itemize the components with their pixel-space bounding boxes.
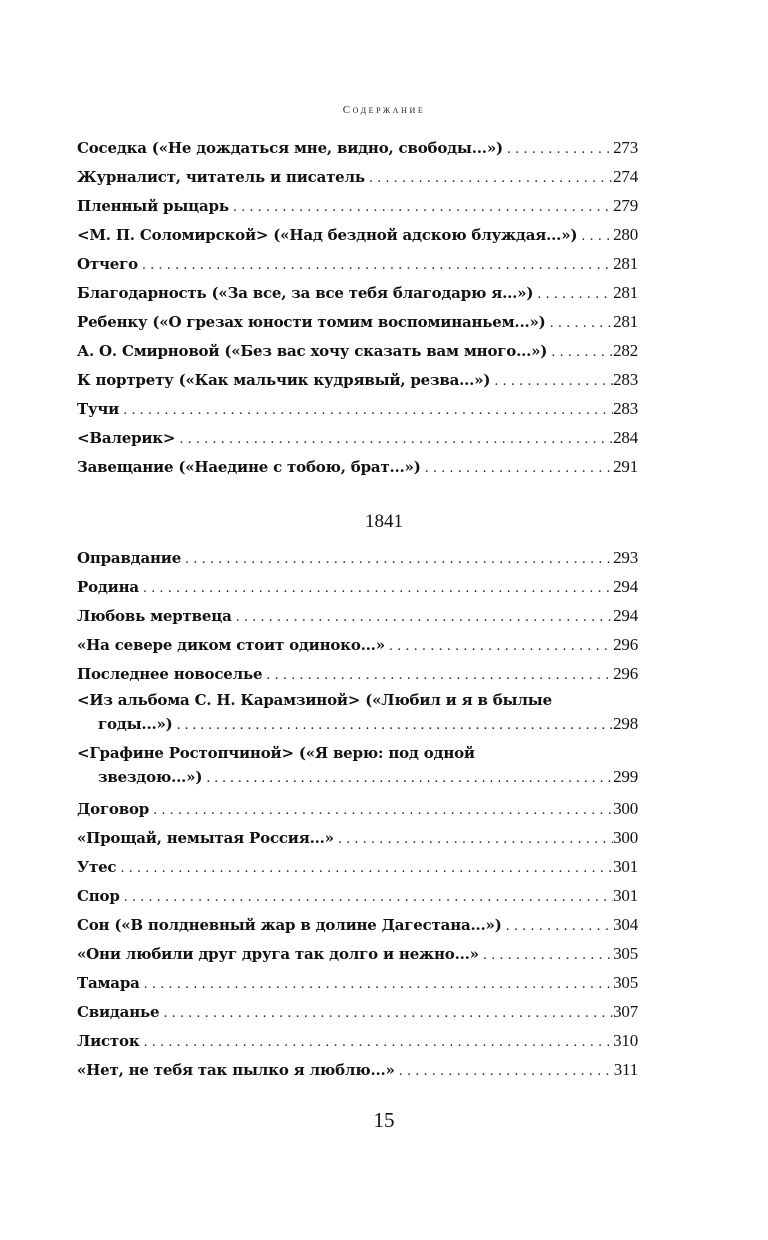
leader-dots [577,222,613,249]
entry-title: Любовь мертвеца [77,607,232,625]
page-number: 15 [373,1108,395,1132]
leader-dots [395,1057,614,1084]
entry-title: <М. П. Соломирской> («Над бездной адскою блуждая...») [77,226,578,244]
entry-title: Соседка («Не дождаться мне, видно, свободы...») [77,139,503,157]
toc-entry [77,423,638,452]
entry-page: 300 [613,828,638,847]
leader-dots [385,632,613,659]
entry-title: Сон («В полдневный жар в долине Дагестана...») [77,916,502,934]
toc-section-1 [77,133,638,481]
leader-dots [232,603,613,630]
leader-dots [149,796,613,823]
leader-dots [334,825,613,852]
toc-entry [77,162,638,191]
toc-entry-multiline [77,741,638,793]
entry-title: «На севере диком стоит одиноко...» [77,636,385,654]
entry-page: 283 [613,399,638,418]
entry-title: Ребенку («О грезах юности томим воспоминаньем...») [77,313,546,331]
leader-dots [502,912,613,939]
leader-dots [116,854,613,881]
entry-page: 284 [613,428,638,447]
entry-page: 305 [613,973,638,992]
toc-entry [77,794,638,823]
toc-entry [77,1026,638,1055]
entry-title: «Нет, не тебя так пылко я люблю...» [77,1061,395,1079]
entry-page: 296 [613,664,638,683]
entry-page: 301 [613,857,638,876]
entry-title: А. О. Смирновой («Без вас хочу сказать вам много...») [77,342,548,360]
entry-title: Последнее новоселье [77,665,263,683]
toc-entry [77,278,638,307]
leader-dots [159,999,613,1026]
entry-title-line2-row [77,712,638,738]
entry-title-line1: <Графине Ростопчиной> («Я верю: под одной [77,744,475,762]
toc-section-2 [77,543,638,1084]
entry-title: «Они любили друг друга так долго и нежно...» [77,945,479,963]
leader-dots [479,941,613,968]
toc-entry [77,968,638,997]
toc-entry [77,939,638,968]
toc-entry [77,572,638,601]
leader-dots [173,714,614,738]
entry-page: 305 [613,944,638,963]
entry-page: 299 [613,767,638,786]
entry-page: 304 [613,915,638,934]
toc-entry [77,220,638,249]
toc-entry [77,881,638,910]
entry-page: 294 [613,577,638,596]
entry-page: 311 [613,1060,638,1079]
entry-title: Благодарность («За все, за все тебя благодарю я...») [77,284,534,302]
leader-dots [140,970,613,997]
leader-dots [547,338,613,365]
leader-dots [533,280,613,307]
entry-title: Родина [77,578,139,596]
entry-page: 281 [613,254,638,273]
entry-page: 310 [613,1031,638,1050]
toc-entry-multiline [77,688,638,740]
entry-title-line2: звездою...») [98,768,203,786]
toc-entry [77,336,638,365]
entry-title: «Прощай, немытая Россия...» [77,829,334,847]
entry-title: Тучи [77,400,120,418]
entry-title: Утес [77,858,117,876]
leader-dots [421,454,613,481]
toc-entry [77,133,638,162]
section-year-heading: 1841 [365,511,403,532]
leader-dots [365,164,613,191]
entry-title: <Валерик> [77,429,176,447]
entry-page: 274 [613,167,638,186]
entry-page: 282 [613,341,638,360]
entry-title: Пленный рыцарь [77,197,229,215]
leader-dots [138,251,613,278]
toc-entry [77,394,638,423]
leader-dots [546,309,614,336]
entry-page: 307 [613,1002,638,1021]
toc-entry [77,630,638,659]
entry-title: Тамара [77,974,140,992]
toc-entry [77,659,638,688]
entry-page: 281 [613,312,638,331]
entry-title: Журналист, читатель и писатель [77,168,365,186]
leader-dots [503,135,613,162]
leader-dots [139,1028,613,1055]
entry-page: 291 [613,457,638,476]
entry-page: 283 [613,370,638,389]
entry-title: К портрету («Как мальчик кудрявый, резва...») [77,371,491,389]
entry-title: Завещание («Наедине с тобою, брат...») [77,458,421,476]
entry-title-line2-row [77,765,638,791]
toc-entry [77,823,638,852]
entry-page: 280 [613,225,638,244]
toc-entry [77,365,638,394]
entry-title: Свиданье [77,1003,160,1021]
entry-page: 279 [613,196,638,215]
toc-entry [77,249,638,278]
entry-page: 273 [613,138,638,157]
toc-entry [77,910,638,939]
leader-dots [202,767,613,791]
entry-page: 294 [613,606,638,625]
toc-entry [77,191,638,220]
entry-title: Оправдание [77,549,182,567]
entry-title: Листок [77,1032,140,1050]
toc-entry [77,543,638,572]
toc-entry [77,601,638,630]
entry-page: 293 [613,548,638,567]
leader-dots [181,545,613,572]
entry-title: Спор [77,887,120,905]
leader-dots [119,396,613,423]
running-header: Содержание [342,104,426,116]
toc-entry [77,307,638,336]
entry-title-line2: годы...») [98,715,173,733]
leader-dots [229,193,613,220]
leader-dots [120,883,613,910]
entry-page: 281 [613,283,638,302]
leader-dots [262,661,613,688]
toc-entry [77,1055,638,1084]
leader-dots [490,367,613,394]
leader-dots [175,425,613,452]
entry-title-line1: <Из альбома С. Н. Карамзиной> («Любил и я в былые [77,691,552,709]
entry-title: Отчего [77,255,138,273]
entry-page: 296 [613,635,638,654]
entry-page: 301 [613,886,638,905]
entry-page: 300 [613,799,638,818]
entry-page: 298 [613,714,638,733]
entry-title: Договор [77,800,150,818]
toc-entry [77,452,638,481]
toc-entry [77,852,638,881]
toc-entry [77,997,638,1026]
leader-dots [139,574,613,601]
